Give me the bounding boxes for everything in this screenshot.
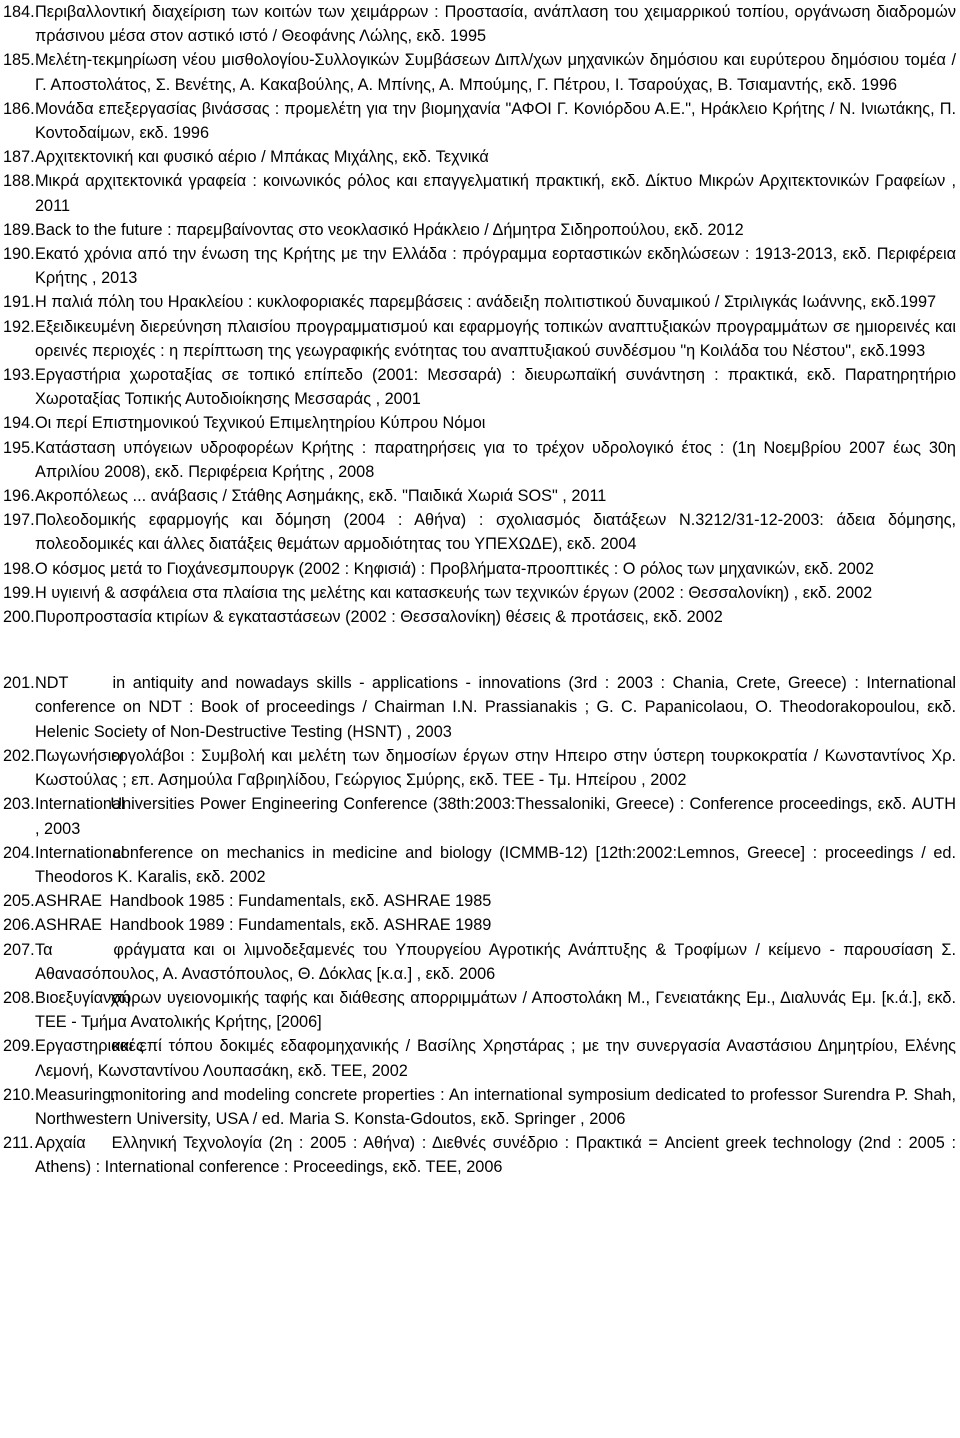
entry-lead-word: Πωγωνήσιοι — [35, 746, 124, 765]
bibliography-entry — [3, 0, 956, 48]
entry-text-body: Universities Power Engineering Conference (38th:2003:Thessaloniki, Greece) : Conference proceedings, εκδ. AUTH , 2003 — [35, 795, 956, 838]
entry-number: 202. — [3, 746, 35, 765]
entry-text-body: Η παλιά πόλη του Ηρακλείου : κυκλοφοριακές παρεμβάσεις : ανάδειξη πολιτιστικού δυναμικού / Στριλιγκάς Ιωάννης, εκδ.1997 — [35, 293, 937, 312]
bibliography-entry — [3, 792, 956, 840]
bibliography-entry — [3, 97, 956, 145]
entry-number: 192. — [3, 317, 35, 336]
entry-number: 191. — [3, 293, 35, 312]
entry-text-body: Handbook 1985 : Fundamentals, εκδ. ASHRAE 1985 — [109, 892, 492, 911]
bibliography-entry — [3, 841, 956, 889]
entry-text-body: Πολεοδομικής εφαρμογής και δόμηση (2004 : Αθήνα) : σχολιασμός διατάξεων Ν.3212/31-12-2003: άδεια δόμησης, πολεοδομικές και άλλες διατάξεις θεμάτων αρμοδιότητας του ΥΠΕΧΩΔΕ), εκδ. 2004 — [35, 511, 956, 554]
entry-number: 195. — [3, 438, 35, 457]
entry-number: 188. — [3, 172, 35, 191]
entry-text-body: in antiquity and nowadays skills - applications - innovations (3rd : 2003 : Chania, Crete, Greece) : International conference on NDT : Book of proceedings / Chairman I.N. Prassianakis ; G. C. Papanicolaou, O. Theodorakopoulou, εκδ. Helenic Society of Non-Destructive Testing (HSNT) , 2003 — [35, 674, 957, 741]
entry-text — [3, 841, 956, 889]
entry-text — [3, 792, 956, 840]
entry-number: 200. — [3, 608, 35, 627]
entry-text-body: Handbook 1989 : Fundamentals, εκδ. ASHRAE 1989 — [109, 916, 492, 935]
entry-text-body: Μονάδα επεξεργασίας βινάσσας : προμελέτη για την βιομηχανία "ΑΦΟΙ Γ. Κονιόρδου Α.Ε.", Ηράκλειο Κρήτης / Ν. Ινιωτάκης, Π. Κοντοδαίμων, εκδ. 1996 — [35, 99, 956, 143]
entry-text-body: monitoring and modeling concrete properties : An international symposium dedicated to professor Surendra P. Shah, Northwestern University, USA / ed. Maria S. Konsta-Gdoutos, εκδ. Springer , 2006 — [35, 1085, 956, 1128]
entry-number: 206. — [3, 916, 35, 935]
entry-text — [3, 315, 956, 363]
entry-number: 194. — [3, 414, 35, 433]
entry-number: 198. — [3, 559, 35, 578]
entry-text-body: χώρων υγειονομικής ταφής και διάθεσης απορριμμάτων / Αποστολάκη Μ., Γενειατάκης Εμ., Διαλυνάς Εμ. [κ.ά.], εκδ. ΤΕΕ - Τμήμα Ανατολικής Κρήτης, [2006] — [35, 988, 957, 1032]
entry-text — [3, 938, 956, 986]
bibliography-entry — [3, 605, 956, 629]
entry-list-184-200 — [3, 0, 956, 629]
entry-list-201-211 — [3, 671, 956, 1179]
entry-text — [3, 97, 956, 145]
entry-text-body: φράγματα και οι λιμνοδεξαμενές του Υπουργείου Αγροτικής Ανάπτυξης & Τροφίμων / κείμενο - παρουσίαση Σ. Αθανασόπουλος, Α. Αναστόπουλος, Θ. Δόκλας [κ.α.] , εκδ. 2006 — [35, 940, 957, 983]
entry-text — [3, 1034, 956, 1082]
bibliography-entry — [3, 145, 956, 169]
entry-number: 203. — [3, 795, 35, 814]
entry-text-body: Εκατό χρόνια από την ένωση της Κρήτης με την Ελλάδα : πρόγραμμα εορταστικών εκδηλώσεων : 1913-2013, εκδ. Περιφέρεια Κρήτης , 2013 — [35, 245, 956, 288]
section-gap — [3, 629, 956, 671]
entry-lead-word: Τα — [35, 940, 53, 959]
entry-number: 210. — [3, 1085, 35, 1104]
bibliography-entry — [3, 218, 956, 242]
entry-lead-word: Βιοεξυγίανση — [35, 988, 131, 1007]
bibliography-entry — [3, 1131, 956, 1179]
entry-number: 189. — [3, 220, 35, 239]
entry-text — [3, 889, 956, 913]
entry-number: 209. — [3, 1037, 35, 1056]
bibliography-entry — [3, 508, 956, 556]
bibliography-entry — [3, 913, 956, 937]
entry-text — [3, 986, 956, 1034]
entry-text — [3, 363, 956, 411]
entry-text — [3, 290, 956, 314]
entry-number: 184. — [3, 3, 35, 21]
bibliography-entry — [3, 557, 956, 581]
bibliography-entry — [3, 315, 956, 363]
entry-text — [3, 508, 956, 556]
bibliography-entry — [3, 1034, 956, 1082]
entry-text — [3, 605, 956, 629]
entry-text — [3, 145, 956, 169]
entry-text — [3, 671, 956, 744]
entry-text — [3, 169, 956, 217]
bibliography-entry — [3, 938, 956, 986]
entry-text-body: Μικρά αρχιτεκτονικά γραφεία : κοινωνικός ρόλος και επαγγελματική πρακτική, εκδ. Δίκτυο Μικρών Αρχιτεκτονικών Γραφείων , 2011 — [35, 172, 956, 215]
entry-text-body: Μελέτη-τεκμηρίωση νέου μισθολογίου-Συλλογικών Συμβάσεων Διπλ/χων μηχανικών δημόσιου και ευρύτερου δημόσιου τομέα / Γ. Αποστολάτος, Σ. Βενέτης, Α. Κακαβούλης, Α. Μπίνης, Α. Μπούμης, Γ. Πέτρου, Ι. Τσαρούχας, Β. Τσιαμαντής, εκδ. 1996 — [35, 51, 956, 94]
entry-text-body: Ακροπόλεως ... ανάβασις / Στάθης Ασημάκης, εκδ. "Παιδικά Χωριά SOS" , 2011 — [35, 487, 607, 506]
entry-text-body: Ελληνική Τεχνολογία (2η : 2005 : Αθήνα) : Διεθνές συνέδριο : Πρακτικά = Ancient greek technology (2nd : 2005 : Athens) : International conference : Proceedings, εκδ. ΤΕΕ, 2006 — [35, 1134, 956, 1177]
entry-number: 193. — [3, 366, 35, 385]
entry-text — [3, 744, 956, 792]
entry-text-body: εργολάβοι : Συμβολή και μελέτη των δημοσίων έργων στην Ηπειρο στην ύστερη τουρκοκρατία / Κωνσταντίνος Χρ. Κωστούλας ; επ. Ασημούλα Γαβριηλίδου, Γεώργιος Σμύρης, εκδ. ΤΕΕ - Τμ. Ηπείρου , 2002 — [35, 746, 956, 790]
entry-lead-word: Εργαστηριακές — [35, 1037, 144, 1056]
bibliography-entry — [3, 671, 956, 744]
entry-lead-word: International — [35, 795, 125, 814]
entry-lead-word: International — [35, 843, 125, 862]
bibliography-entry — [3, 889, 956, 913]
entry-lead-word: ASHRAE — [35, 892, 102, 911]
entry-text — [3, 1083, 956, 1131]
bibliography-entry — [3, 363, 956, 411]
entry-text-body: Εξειδικευμένη διερεύνηση πλαισίου προγραμματισμού και εφαρμογής τοπικών αναπτυξιακών προγραμμάτων σε ημιορεινές και ορεινές περιοχές : η περίπτωση της γεωγραφικής ενότητας του αναπτυξιακού συνδέσμου "η Κοιλάδα του Νέστου", εκδ.1993 — [35, 317, 956, 360]
bibliography-entry — [3, 986, 956, 1034]
bibliography-entry — [3, 242, 956, 290]
entry-text — [3, 913, 956, 937]
entry-text-body: Εργαστήρια χωροταξίας σε τοπικό επίπεδο (2001: Μεσσαρά) : διευρωπαϊκή συνάντηση : πρακτικά, εκδ. Παρατηρητήριο Χωροταξίας Τοπικής Αυτοδιοίκησης Μεσσαράς , 2001 — [35, 366, 956, 409]
entry-text-body: Η υγιεινή & ασφάλεια στα πλαίσια της μελέτης και κατασκευής των τεχνικών έργων (2002 : Θεσσαλονίκη) , εκδ. 2002 — [35, 583, 873, 602]
entry-text — [3, 581, 956, 605]
entry-number: 196. — [3, 487, 35, 506]
entry-number: 186. — [3, 99, 35, 118]
bibliography-entry — [3, 744, 956, 792]
bibliography-entry — [3, 411, 956, 435]
bibliography-entry — [3, 436, 956, 484]
entry-number: 190. — [3, 245, 35, 264]
entry-text — [3, 1131, 956, 1179]
entry-number: 185. — [3, 51, 35, 70]
entry-number: 201. — [3, 674, 35, 693]
entry-number: 199. — [3, 583, 35, 602]
entry-text — [3, 484, 956, 508]
entry-text-body: Περιβαλλοντική διαχείριση των κοιτών των χειμάρρων : Προστασία, ανάπλαση του χειμαρρικού τοπίου, οργάνωση διαδρομών πράσινου μέσα στον αστικό ιστό / Θεοφάνης Λώλης, εκδ. 1995 — [35, 3, 956, 46]
bibliography-entry — [3, 484, 956, 508]
entry-text — [3, 218, 956, 242]
entry-text — [3, 242, 956, 290]
entry-lead-word: ASHRAE — [35, 916, 102, 935]
entry-text — [3, 557, 956, 581]
entry-text — [3, 0, 956, 48]
entry-lead-word: NDT — [35, 674, 69, 693]
entry-lead-word: Αρχαία — [35, 1134, 86, 1153]
entry-number: 208. — [3, 988, 35, 1007]
entry-number: 197. — [3, 511, 35, 530]
entry-text-body: Αρχιτεκτονική και φυσικό αέριο / Μπάκας Μιχάλης, εκδ. Τεχνικά — [35, 148, 489, 167]
entry-text — [3, 48, 956, 96]
entry-number: 187. — [3, 148, 35, 167]
entry-text-body: και επί τόπου δοκιμές εδαφομηχανικής / Βασίλης Χρηστάρας ; με την συνεργασία Αναστάσιου Δημητρίου, Ελένης Λεμονή, Κωνσταντίνου Λουπασάκη, εκδ. ΤΕΕ, 2002 — [35, 1037, 956, 1080]
entry-text-body: Κατάσταση υπόγειων υδροφορέων Κρήτης : παρατηρήσεις για το τρέχον υδρολογικό έτος : (1η Νοεμβρίου 2007 έως 30η Απριλίου 2008), εκδ. Περιφέρεια Κρήτης , 2008 — [35, 438, 956, 481]
entry-text — [3, 411, 956, 435]
entry-text-body: Back to the future : παρεμβαίνοντας στο νεοκλασικό Ηράκλειο / Δήμητρα Σιδηροπούλου, εκδ. 2012 — [35, 220, 744, 239]
entry-text-body: Οι περί Επιστημονικού Τεχνικού Επιμελητηρίου Κύπρου Νόμοι — [35, 414, 486, 433]
entry-lead-word: Measuring, — [35, 1085, 116, 1104]
entry-text-body: Ο κόσμος μετά το Γιοχάνεσμπουργκ (2002 : Κηφισιά) : Προβλήματα-προοπτικές : Ο ρόλος των μηχανικών, εκδ. 2002 — [35, 559, 874, 578]
entry-number: 204. — [3, 843, 35, 862]
entry-number: 211. — [3, 1134, 34, 1153]
entry-text-body: Πυροπροστασία κτιρίων & εγκαταστάσεων (2002 : Θεσσαλονίκη) θέσεις & προτάσεις, εκδ. 2002 — [35, 608, 723, 627]
entry-number: 207. — [3, 940, 35, 959]
entry-text — [3, 436, 956, 484]
bibliography-entry — [3, 1083, 956, 1131]
bibliography-entry — [3, 290, 956, 314]
bibliography-entry — [3, 48, 956, 96]
bibliography-entry — [3, 581, 956, 605]
bibliography-entry — [3, 169, 956, 217]
entry-text-body: conference on mechanics in medicine and biology (ICMMB-12) [12th:2002:Lemnos, Greece] : proceedings / ed. Theodoros K. Karalis, εκδ. 2002 — [35, 843, 956, 886]
entry-number: 205. — [3, 892, 35, 911]
